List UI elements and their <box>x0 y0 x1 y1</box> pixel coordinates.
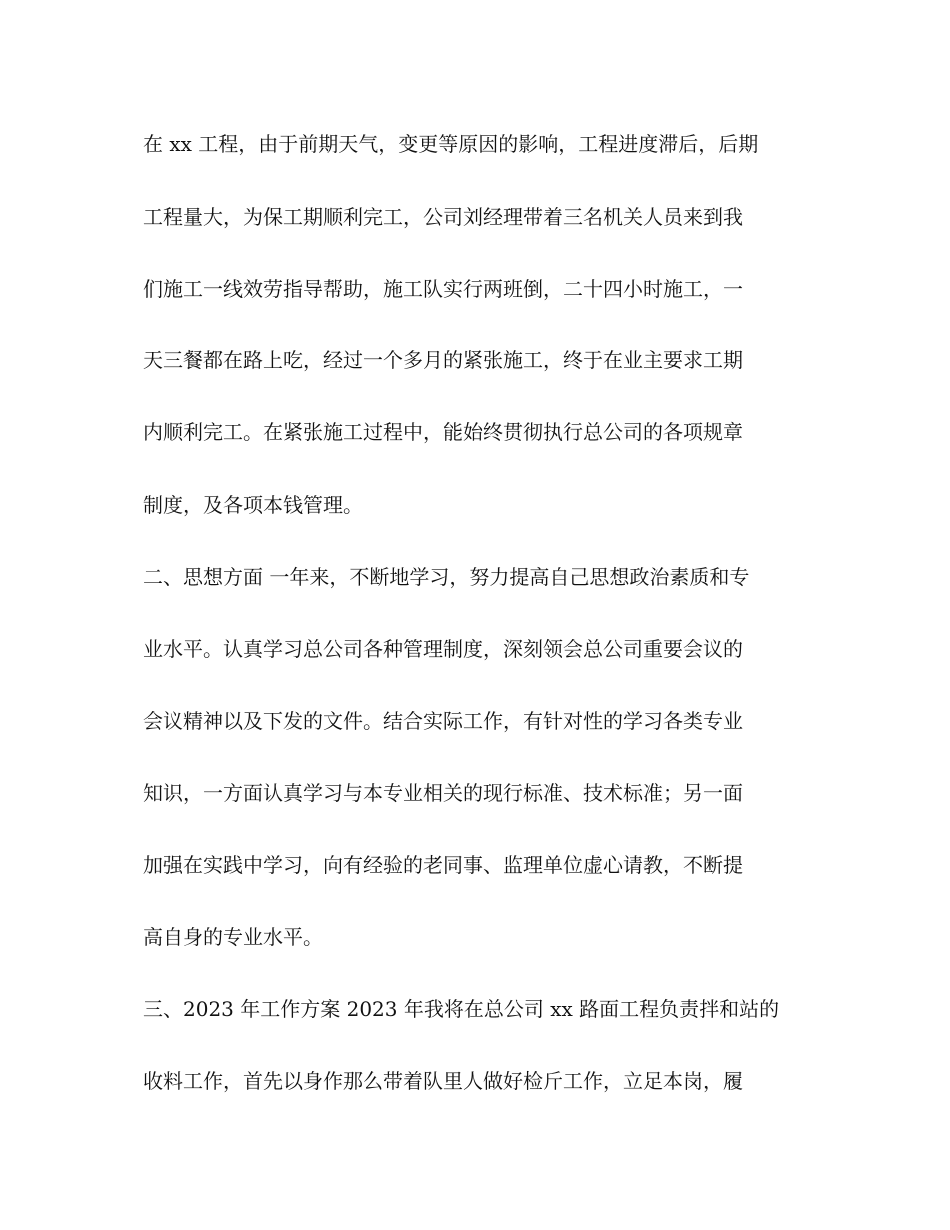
text-line: 加强在实践中学习，向有经验的老同事、监理单位虚心请教，不断提 <box>143 853 743 877</box>
text-line: 业水平。认真学习总公司各种管理制度，深刻领会总公司重要会议的 <box>143 637 743 661</box>
text-line: 在 xx 工程，由于前期天气，变更等原因的影响，工程进度滞后，后期 <box>143 132 759 156</box>
text-line: 收料工作，首先以身作那么带着队里人做好检斤工作，立足本岗，履 <box>143 1069 743 1093</box>
text-line: 制度，及各项本钱管理。 <box>143 493 363 517</box>
section-heading-plan: 三、2023 年工作方案 2023 年我将在总公司 xx 路面工程负责拌和站的 <box>143 997 780 1021</box>
text-line: 知识，一方面认真学习与本专业相关的现行标准、技术标准；另一面 <box>143 781 743 805</box>
text-line: 会议精神以及下发的文件。结合实际工作，有针对性的学习各类专业 <box>143 709 743 733</box>
section-heading-thoughts: 二、思想方面 一年来，不断地学习，努力提高自己思想政治素质和专 <box>143 565 750 589</box>
text-line: 工程量大，为保工期顺利完工，公司刘经理带着三名机关人员来到我 <box>143 205 743 229</box>
text-line: 天三餐都在路上吃，经过一个多月的紧张施工，终于在业主要求工期 <box>143 348 743 372</box>
text-line: 高自身的专业水平。 <box>143 925 323 949</box>
text-line: 们施工一线效劳指导帮助，施工队实行两班倒，二十四小时施工，一 <box>143 277 743 301</box>
text-line: 内顺利完工。在紧张施工过程中，能始终贯彻执行总公司的各项规章 <box>143 420 743 444</box>
